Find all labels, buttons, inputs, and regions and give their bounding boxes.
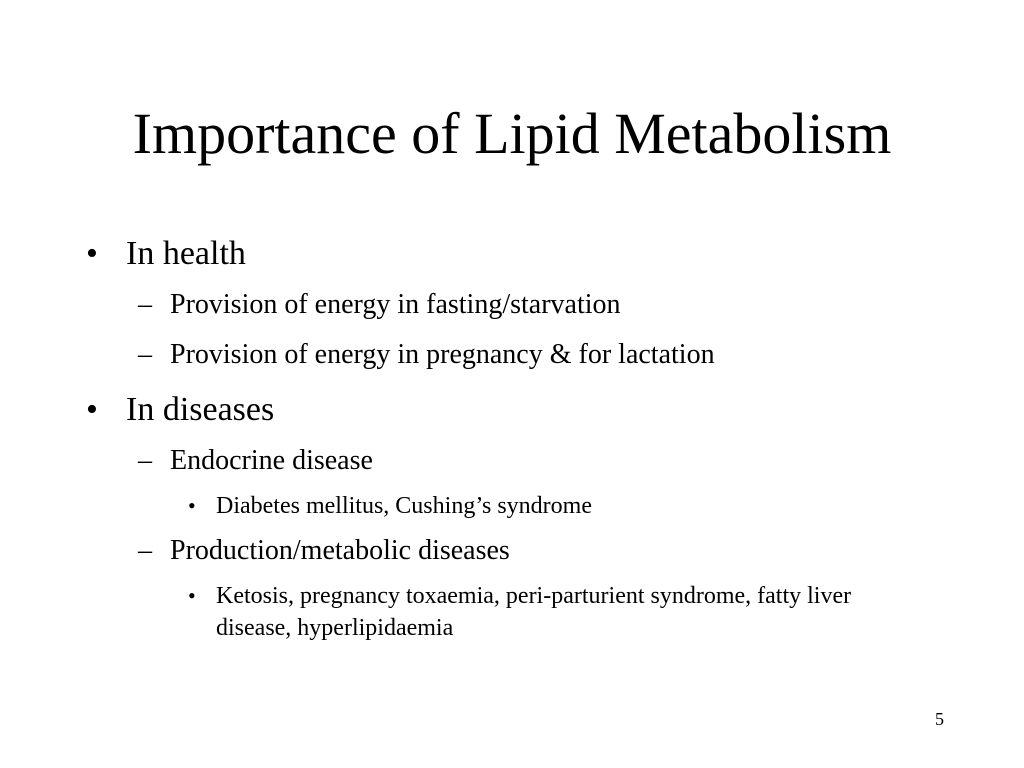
sub-item-label: Provision of energy in pregnancy & for lactation <box>170 339 715 370</box>
sub-sub-item-ketosis <box>188 580 928 644</box>
slide-title: Importance of Lipid Metabolism <box>132 101 892 166</box>
sub-item-pregnancy <box>138 338 715 372</box>
bullet-marker: • <box>86 391 98 428</box>
bullet-marker: • <box>188 493 196 518</box>
sub-sub-item-diabetes <box>188 490 592 522</box>
sub-sub-item-label: Diabetes mellitus, Cushing’s syndrome <box>216 493 592 519</box>
sub-sub-item-label: Ketosis, pregnancy toxaemia, peri-parturient syndrome, fatty liver disease, hyperlipidaemia <box>216 583 852 641</box>
dash-marker: – <box>138 339 152 370</box>
bullet-item-in-health <box>86 234 246 274</box>
sub-item-label: Endocrine disease <box>170 445 373 476</box>
dash-marker: – <box>138 445 152 476</box>
dash-marker: – <box>138 535 152 566</box>
bullet-label: In diseases <box>126 391 275 428</box>
bullet-marker: • <box>188 583 196 608</box>
bullet-label: In health <box>126 235 246 272</box>
sub-item-production <box>138 534 510 568</box>
bullet-marker: • <box>86 235 98 272</box>
sub-item-endocrine <box>138 444 373 478</box>
page-number: 5 <box>935 709 944 729</box>
sub-item-label: Provision of energy in fasting/starvation <box>170 289 621 320</box>
sub-item-fasting <box>138 288 621 322</box>
dash-marker: – <box>138 289 152 320</box>
bullet-item-in-diseases <box>86 390 275 430</box>
sub-item-label: Production/metabolic diseases <box>170 535 510 566</box>
